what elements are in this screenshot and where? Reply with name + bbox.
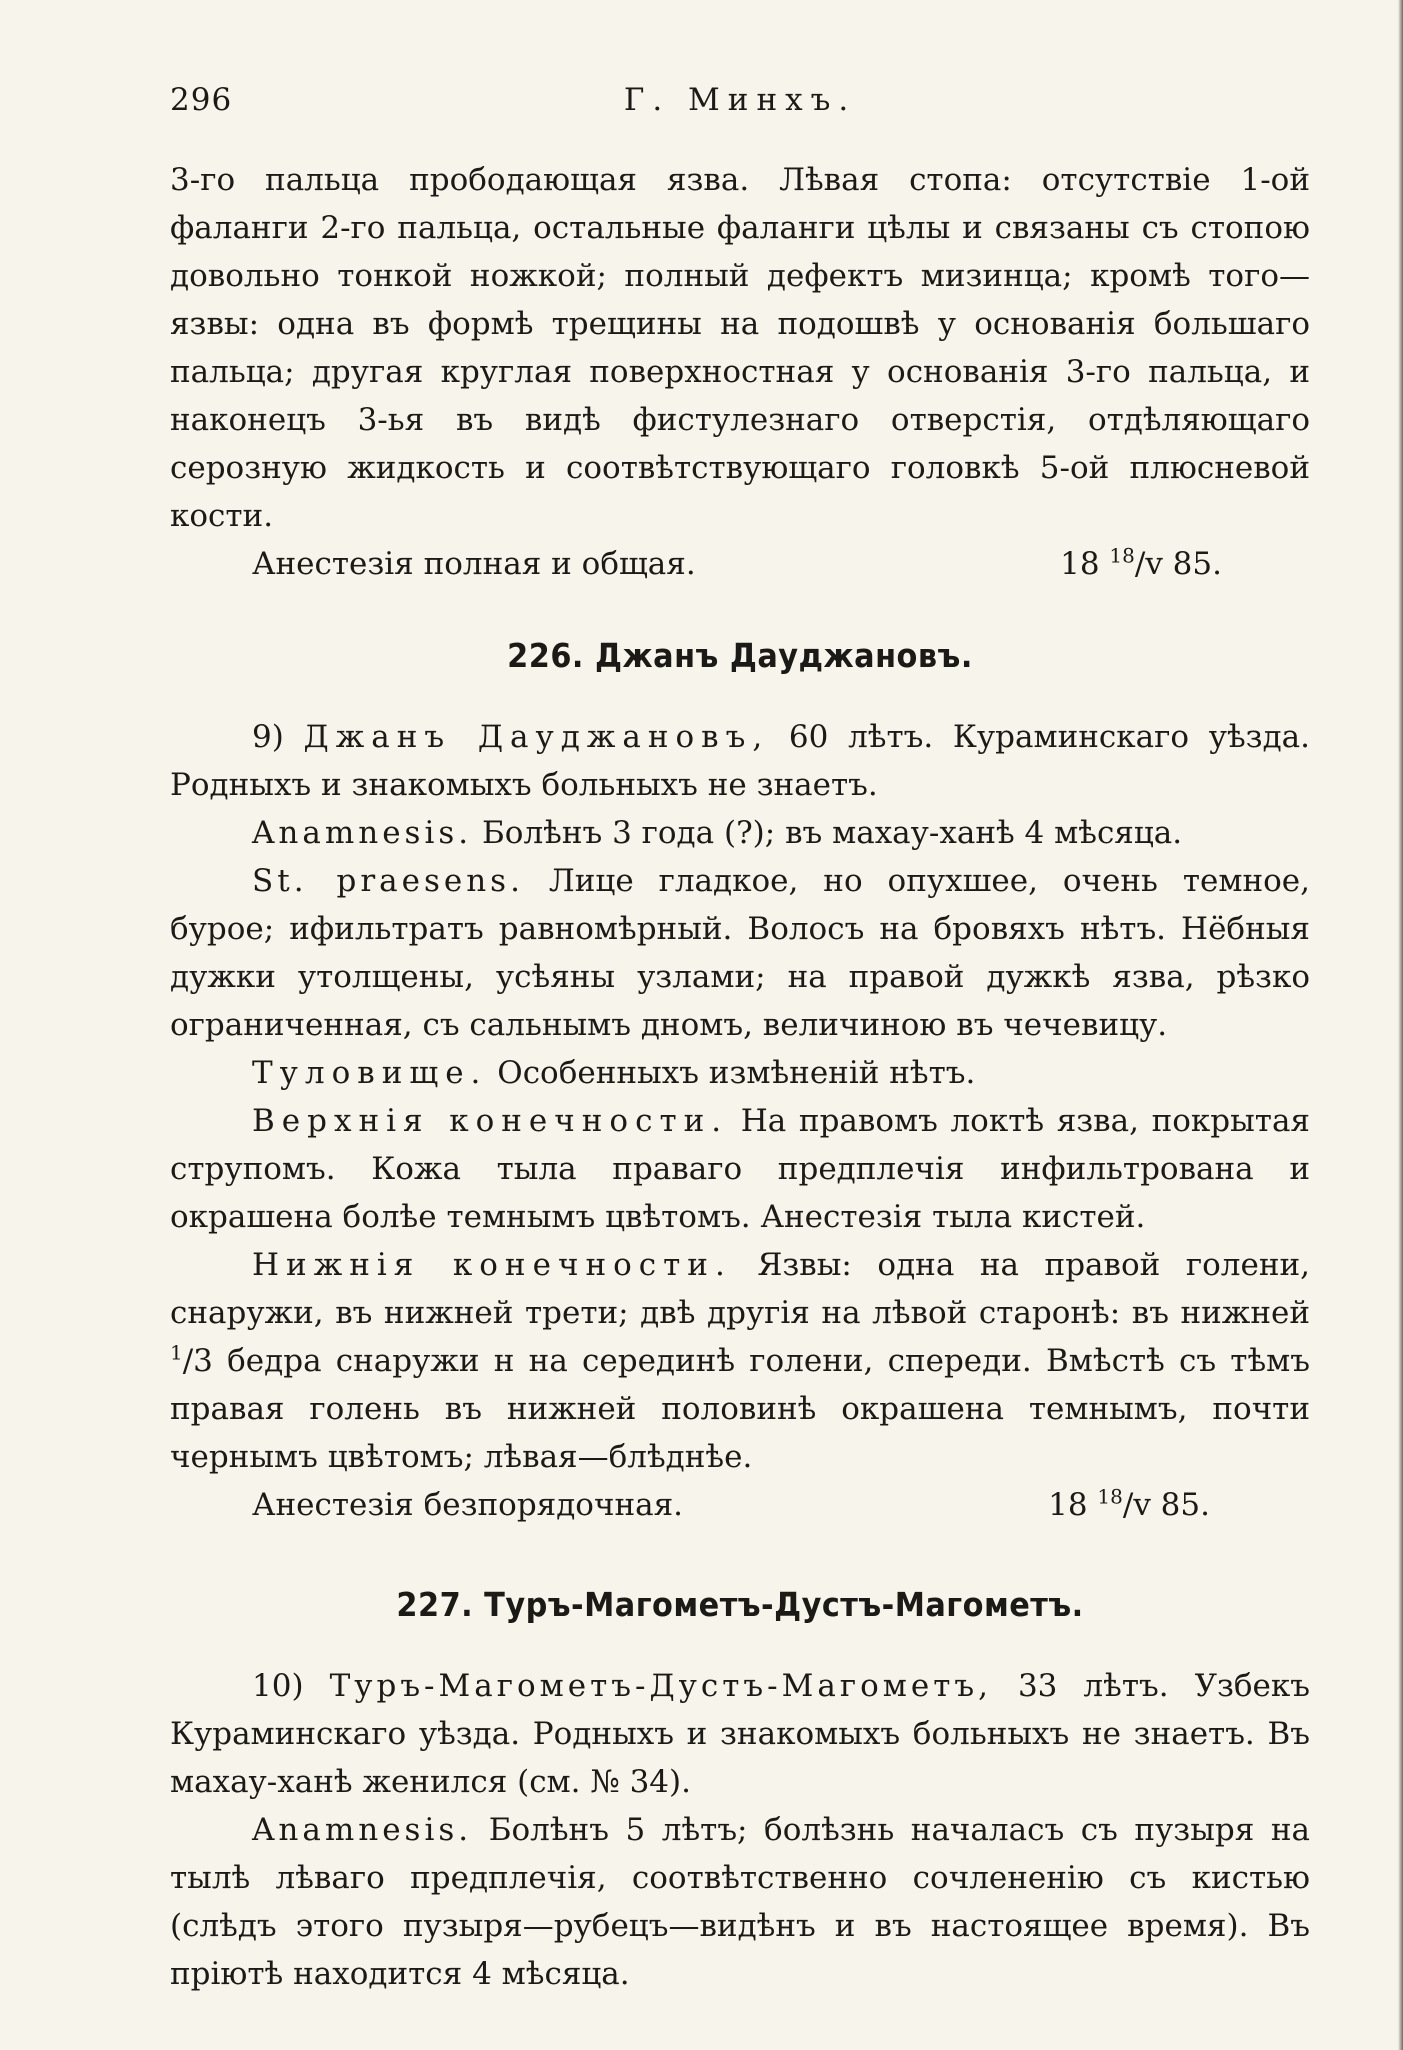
anamnesis-text: Болѣнъ 5 лѣтъ; болѣзнь началасъ съ пузыря на тылѣ лѣваго предплечія, соотвѣтственно сочлененію съ кистью (слѣдъ этого пузыря—рубецъ—видѣнъ и въ настоящее время). Въ пріютѣ находится 4 мѣсяца.: [170, 1812, 1310, 1992]
case-227-anamnesis: [170, 1806, 1310, 1998]
anamnesis-label: Anamnesis.: [252, 1812, 473, 1848]
lower-limbs-text-a: Язвы: одна на правой голени, снаружи, въ нижней трети; двѣ другія на лѣвой старонѣ: въ нижней: [170, 1247, 1310, 1331]
patient-details: 60 лѣтъ. Кураминскаго уѣзда. Родныхъ и знакомыхъ больныхъ не знаетъ.: [170, 719, 1310, 803]
case-226-heading: 226. Джанъ Дауджановъ.: [507, 636, 973, 675]
anamnesis-label: Anamnesis.: [252, 815, 473, 851]
date-rest: /v 85.: [1134, 546, 1222, 582]
case-227-heading: 227. Туръ-Магометъ-Дустъ-Магометъ.: [396, 1585, 1084, 1624]
date-day: 18: [1060, 546, 1110, 582]
case-226-date: [1048, 1481, 1210, 1529]
case-number: 9): [252, 719, 304, 755]
lower-limbs-text-b: бедра снаружи н на серединѣ голени, спереди. Вмѣстѣ съ тѣмъ правая голень въ нижней половинѣ окрашена темнымъ, почти чернымъ цвѣтомъ; лѣвая—блѣднѣе.: [170, 1343, 1310, 1475]
upper-limbs-label: Верхнія конечности.: [252, 1103, 729, 1139]
fraction-numerator: 1: [170, 1340, 183, 1365]
intro-paragraph: 3-го пальца прободающая язва. Лѣвая стопа: отсутствіе 1-ой фаланги 2-го пальца, остальные фаланги цѣлы и связаны съ стопою довольно тонкой ножкой; полный дефектъ мизинца; кромѣ того—язвы: одна въ формѣ трещины на подошвѣ у основанія большаго пальца; другая круглая поверхностная у основанія 3-го пальца, и наконецъ 3-ья въ видѣ фистулезнаго отверстія, отдѣляющаго серозную жидкость и соотвѣтствующаго головкѣ 5-ой плюсневой кости.: [170, 162, 1310, 534]
fraction-denominator: /3: [182, 1343, 213, 1379]
date-sup: 18: [1097, 1484, 1123, 1509]
date-rest: /v 85.: [1122, 1487, 1210, 1523]
intro-anesthesia-line: [170, 540, 1310, 588]
trunk-label: Туловище.: [252, 1055, 488, 1091]
intro-date: [1060, 540, 1222, 588]
case-226-upper-limbs: [170, 1097, 1310, 1241]
date-sup: 18: [1109, 543, 1135, 568]
status-label: St. praesens.: [252, 863, 524, 899]
case-226-anesthesia: Анестезія безпорядочная.: [252, 1487, 684, 1523]
trunk-text: Особенныхъ измѣненій нѣтъ.: [487, 1055, 976, 1091]
lower-limbs-label: Нижнія конечности.: [252, 1247, 732, 1283]
upper-limbs-text: На правомъ локтѣ язва, покрытая струпомъ. Кожа тыла праваго предплечія инфильтрована и окрашена болѣе темнымъ цвѣтомъ. Анестезія тыла кистей.: [170, 1103, 1310, 1235]
case-226-status: [170, 857, 1310, 1049]
case-226-anamnesis: [170, 809, 1310, 857]
case-226-trunk: [170, 1049, 1310, 1097]
case-number: 10): [252, 1668, 330, 1704]
case-226-lower-limbs: [170, 1241, 1310, 1481]
intro-anesthesia: Анестезія полная и общая.: [252, 546, 696, 582]
patient-details: 33 лѣтъ. Узбекъ Кураминскаго уѣзда. Родныхъ и знакомыхъ больныхъ не знаетъ. Въ махау-ханѣ женился (см. № 34).: [170, 1668, 1310, 1800]
patient-name: Джанъ Дауджановъ,: [303, 719, 770, 755]
running-title: Г. Минхъ.: [623, 82, 857, 118]
case-226-anesthesia-line: [170, 1481, 1310, 1529]
status-text: Лице гладкое, но опухшее, очень темное, бурое; ифильтратъ равномѣрный. Волосъ на бровяхъ нѣтъ. Нёбныя дужки утолщены, усѣяны узлами; на правой дужкѣ язва, рѣзко ограниченная, съ сальнымъ дномъ, величиною въ чечевицу.: [170, 863, 1310, 1043]
page-number: 296: [170, 82, 233, 118]
page-body: [170, 156, 1310, 1998]
date-day: 18: [1048, 1487, 1098, 1523]
page-edge-shadow: [1398, 0, 1403, 2050]
anamnesis-text: Болѣнъ 3 года (?); въ махау-ханѣ 4 мѣсяца.: [472, 815, 1183, 851]
running-header: [170, 82, 1310, 122]
case-226-intro: [170, 713, 1310, 809]
patient-name: Туръ-Магометъ-Дустъ-Магометъ,: [329, 1668, 992, 1704]
case-227-intro: [170, 1662, 1310, 1806]
